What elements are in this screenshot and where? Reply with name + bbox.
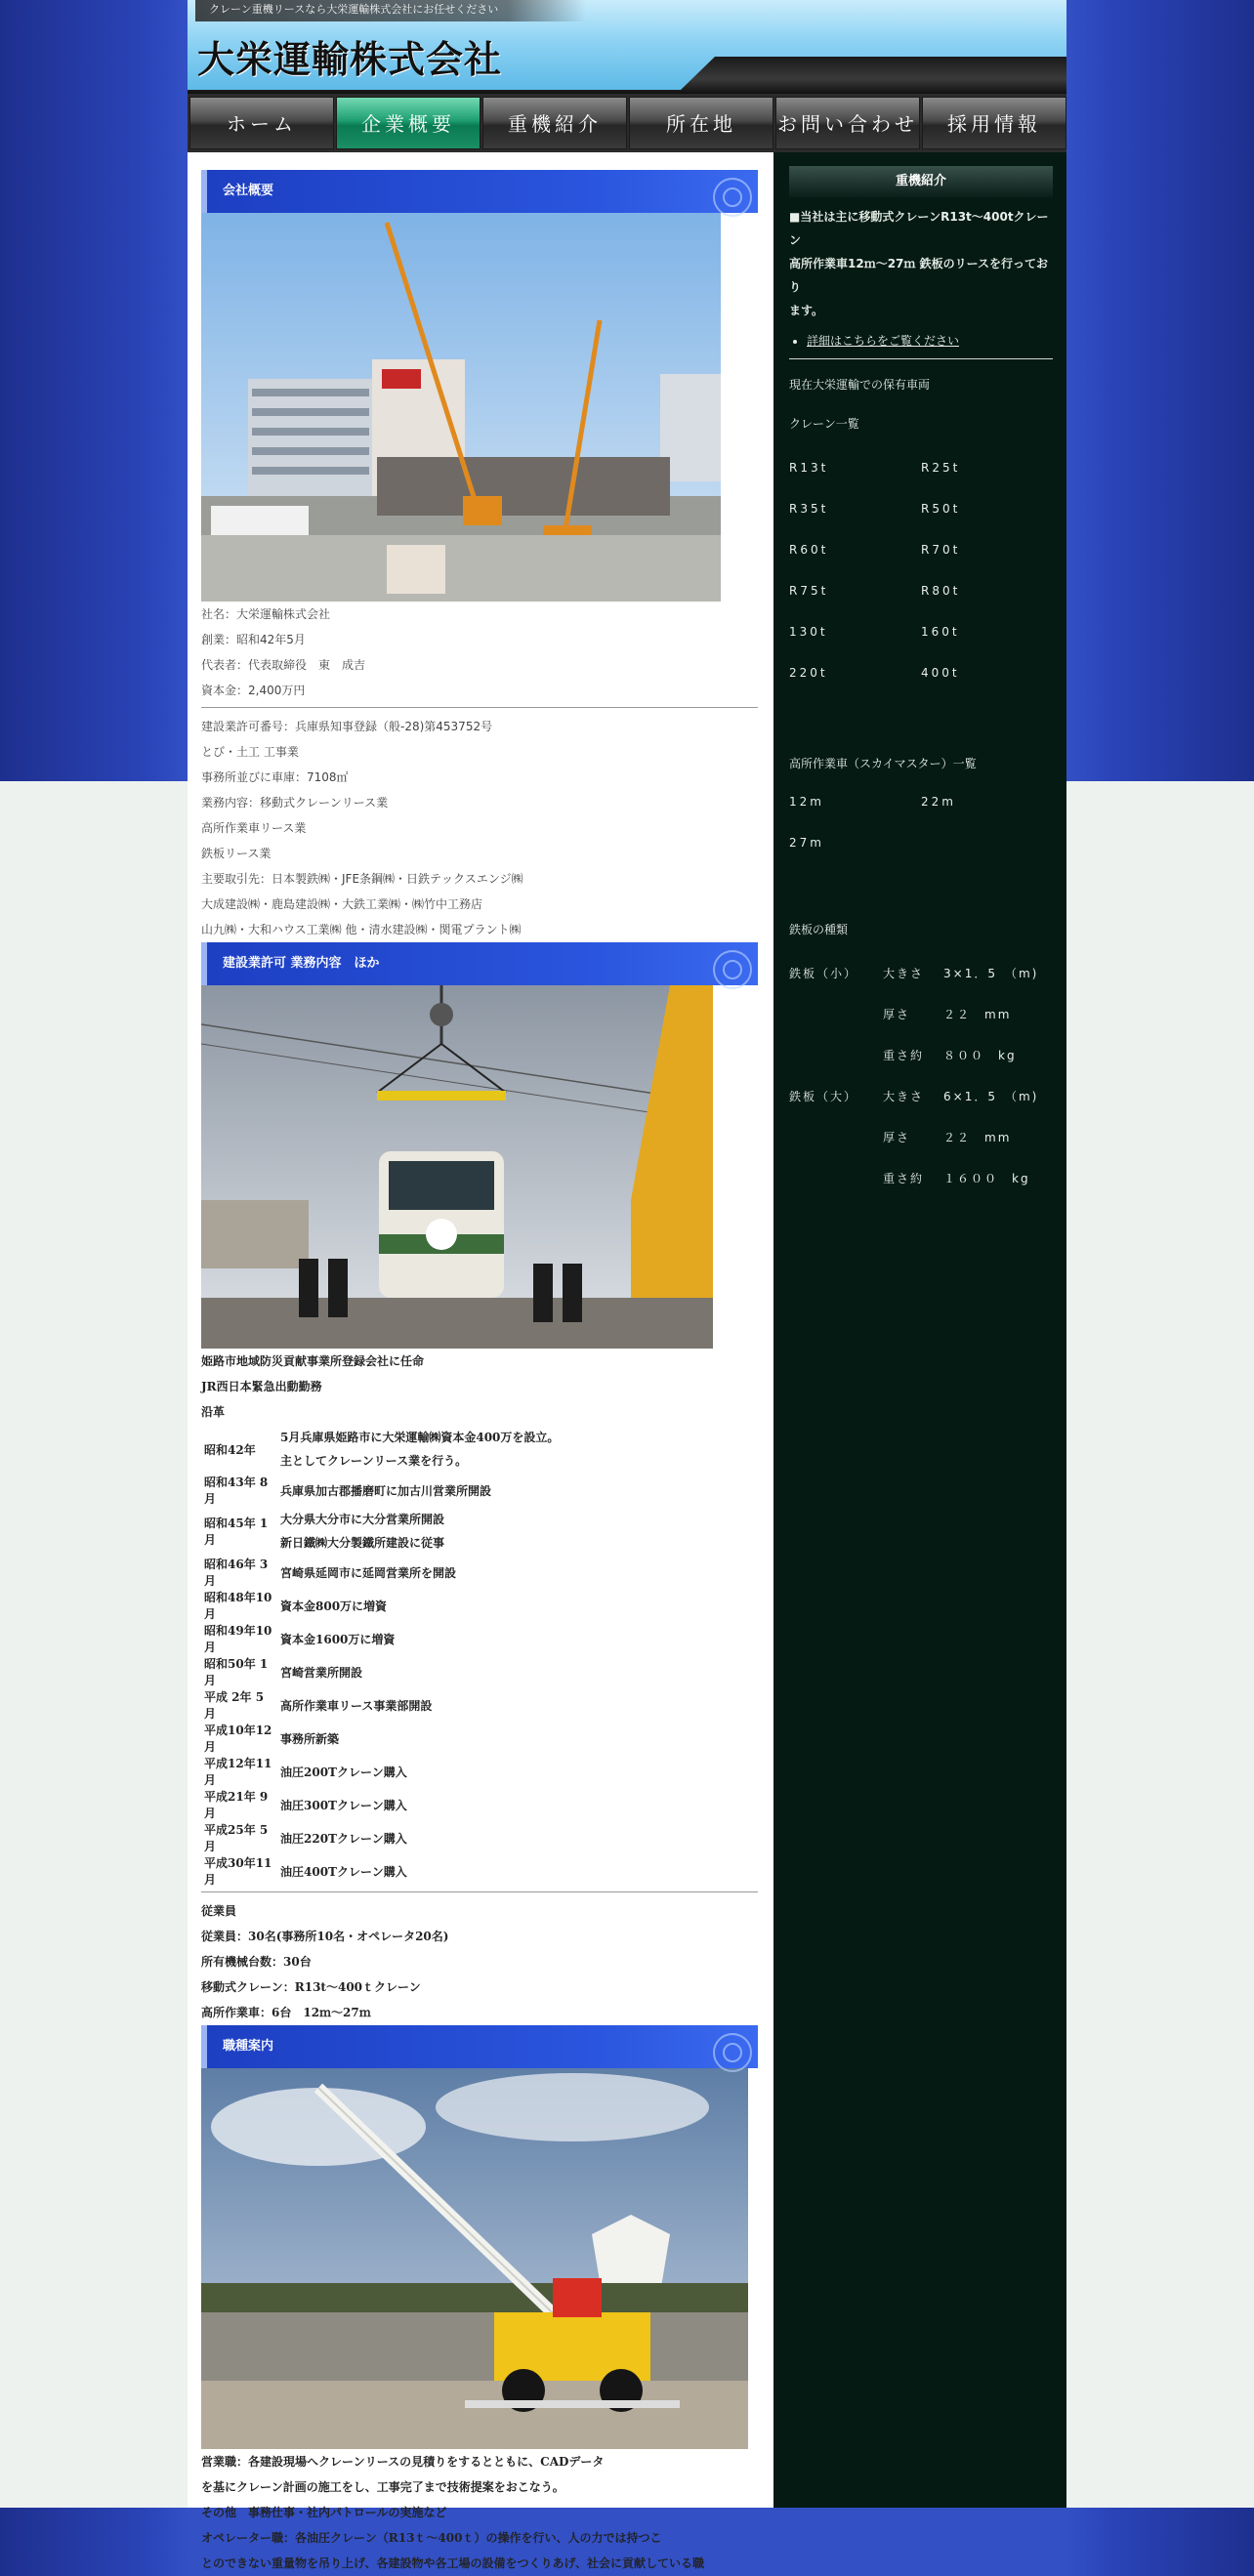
history-year: 昭和48年10月 xyxy=(204,1591,272,1621)
machine-count: 所有機械台数：30台 xyxy=(201,1955,312,1969)
crane-row: R60t R70t xyxy=(789,543,961,557)
history-event: 油圧300Tクレーン購入 xyxy=(280,1798,407,1812)
history-year: 平成10年12月 xyxy=(204,1724,272,1754)
header-tagline: クレーン重機リースなら大栄運輸株式会社にお任せください xyxy=(195,0,586,21)
license-number: 建設業許可番号：兵庫県知事登録（般-28)第453752号 xyxy=(201,720,493,733)
crane-list-title: クレーン一覧 xyxy=(789,417,859,431)
plate-row: 鉄板（大） 大きさ 6×1．5 （m) xyxy=(789,1090,1039,1103)
history-row xyxy=(201,1425,562,1474)
history-row xyxy=(201,1507,562,1556)
section-heading-text: 会社概要 xyxy=(223,184,274,198)
history-row xyxy=(201,1788,562,1821)
aerial-range: 高所作業車：6台 12ｍ～27ｍ xyxy=(201,2006,371,2019)
jobs-operator-1: オペレーター職：各油圧クレーン（R13ｔ～400ｔ）の操作を行い、人の力では持つこ xyxy=(201,2531,662,2545)
divider xyxy=(201,707,758,708)
circle-deco-icon xyxy=(713,950,752,989)
plate-row: 重さ約 １６００ kg xyxy=(883,1172,1030,1185)
section-heading-text: 職種案内 xyxy=(223,2039,274,2054)
plate-row: 重さ約 ８００ kg xyxy=(883,1049,1017,1062)
plate-row: 厚さ ２２ mm xyxy=(883,1131,1012,1144)
company-founded: 創業：昭和42年5月 xyxy=(201,633,306,646)
history-row xyxy=(201,1622,562,1655)
nav-machines[interactable]: 重機紹介 xyxy=(482,97,627,149)
history-row xyxy=(201,1556,562,1589)
section-heading-company xyxy=(201,170,758,213)
circle-deco-icon xyxy=(713,178,752,217)
crane-row: R13t R25t xyxy=(789,461,961,475)
nav-recruit[interactable]: 採用情報 xyxy=(922,97,1066,149)
crane-list xyxy=(789,447,1053,693)
section-heading-text: 建設業許可 業務内容 ほか xyxy=(223,956,380,971)
plate-list-title: 鉄板の種類 xyxy=(789,923,849,936)
jobs-sales-1: 営業職：各建設現場へクレーンリースの見積りをするとともに、CADデータ xyxy=(201,2455,605,2469)
history-event: 5月兵庫県姫路市に大栄運輸㈱資本金400万を設立。 主としてクレーンリース業を行う。 xyxy=(280,1431,560,1468)
history-year: 昭和43年 8月 xyxy=(204,1475,269,1506)
nav-contact[interactable]: お問い合わせ xyxy=(775,97,920,149)
history-event: 事務所新築 xyxy=(280,1731,340,1746)
aerial-row: 27m xyxy=(789,836,824,850)
site-logo[interactable]: 大栄運輸株式会社 xyxy=(197,37,503,81)
history-event: 資本金1600万に増資 xyxy=(280,1632,396,1646)
sidebar xyxy=(773,152,1066,2508)
history-year: 昭和45年 1月 xyxy=(204,1517,269,1547)
business-plates: 鉄板リース業 xyxy=(201,847,272,860)
sidebar-heading: 重機紹介 xyxy=(789,166,1053,197)
history-event: 資本金800万に増資 xyxy=(280,1599,388,1613)
page-wrapper xyxy=(188,0,1066,2570)
history-row xyxy=(201,1722,562,1755)
garage-area: 事務所並びに車庫：7108㎡ xyxy=(201,770,349,784)
staff-count: 従業員：30名(事務所10名・オペレータ20名) xyxy=(201,1930,449,1943)
jobs-other: その他 事務仕事・社内パトロールの実施など xyxy=(201,2506,447,2519)
sidebar-intro: ■当社は主に移動式クレーンR13t～400tクレーン 高所作業車12ｍ～27ｍ 鉄板のリースを行っており ます。 xyxy=(789,210,1049,317)
sidebar-divider xyxy=(789,358,1053,359)
history-event: 兵庫県加古郡播磨町に加古川営業所開設 xyxy=(280,1483,492,1498)
crane-range: 移動式クレーン：R13t～400ｔクレーン xyxy=(201,1980,421,1994)
history-table xyxy=(201,1425,562,1888)
history-event: 油圧400Tクレーン購入 xyxy=(280,1864,407,1879)
site-header xyxy=(188,0,1066,94)
train-lift-photo xyxy=(201,985,758,1349)
crane-castle-photo xyxy=(201,2068,758,2449)
business-aerial: 高所作業車リース業 xyxy=(201,821,307,835)
plate-list xyxy=(789,953,1053,1199)
clients-line-2: 大成建設㈱・鹿島建設㈱・大鉄工業㈱・㈱竹中工務店 xyxy=(201,897,483,911)
history-year: 昭和49年10月 xyxy=(204,1624,272,1654)
crane-row: 130t 160t xyxy=(789,625,960,639)
construction-type: とび・土工 工事業 xyxy=(201,745,299,759)
history-row xyxy=(201,1655,562,1688)
section-heading-license xyxy=(201,942,758,985)
history-event: 宮崎営業所開設 xyxy=(280,1665,363,1680)
clients-line-3: 山九㈱・大和ハウス工業㈱ 他・清水建設㈱・関電プラント㈱ xyxy=(201,923,522,936)
main-content xyxy=(201,170,758,2576)
history-year: 平成30年11月 xyxy=(204,1856,272,1887)
plate-row: 厚さ ２２ mm xyxy=(883,1008,1012,1021)
history-year: 昭和50年 1月 xyxy=(204,1657,269,1687)
company-capital: 資本金：2,400万円 xyxy=(201,684,306,697)
history-row xyxy=(201,1688,562,1722)
history-row xyxy=(201,1854,562,1888)
history-year: 昭和42年 xyxy=(204,1442,256,1457)
history-year: 平成21年 9月 xyxy=(204,1790,269,1820)
aerial-list-title: 高所作業車（スカイマスター）一覧 xyxy=(789,757,977,770)
crane-row: R35t R50t xyxy=(789,502,961,516)
company-name: 社名：大栄運輸株式会社 xyxy=(201,607,331,621)
history-event: 大分県大分市に大分営業所開設 新日鐵㈱大分製鐵所建設に従事 xyxy=(280,1513,445,1550)
plate-row: 鉄板（小） 大きさ 3×1．5 （m) xyxy=(789,967,1039,980)
jobs-operator-2: とのできない重量物を吊り上げ、各建設物や各工場の設備をつくりあげ、社会に貢献している職 xyxy=(201,2556,705,2570)
clients-line-1: 主要取引先：日本製鉄㈱・JFE条鋼㈱・日鉄テックスエンジ㈱ xyxy=(201,872,523,886)
history-title: 沿革 xyxy=(201,1405,226,1419)
construction-site-photo xyxy=(201,213,758,602)
history-year: 平成 2年 5月 xyxy=(204,1690,265,1721)
history-row xyxy=(201,1589,562,1622)
staff-title: 従業員 xyxy=(201,1904,237,1918)
aerial-row: 12m 22m xyxy=(789,795,956,809)
main-nav xyxy=(188,94,1066,152)
nav-location[interactable]: 所在地 xyxy=(629,97,773,149)
history-row xyxy=(201,1474,562,1507)
company-representative: 代表者：代表取締役 東 成吉 xyxy=(201,658,366,672)
history-row xyxy=(201,1821,562,1854)
history-row xyxy=(201,1755,562,1788)
history-year: 平成25年 5月 xyxy=(204,1823,269,1853)
jobs-sales-2: を基にクレーン計画の施工をし、工事完了まで技術提案をおこなう。 xyxy=(201,2480,564,2494)
crane-row: R75t R80t xyxy=(789,584,961,598)
history-year: 昭和46年 3月 xyxy=(204,1558,269,1588)
history-event: 油圧220Tクレーン購入 xyxy=(280,1831,407,1846)
aerial-list xyxy=(789,781,1053,863)
history-year: 平成12年11月 xyxy=(204,1757,272,1787)
history-event: 宮崎県延岡市に延岡営業所を開設 xyxy=(280,1565,457,1580)
divider xyxy=(201,1891,758,1892)
owned-vehicles-label: 現在大栄運輸での保有車両 xyxy=(789,378,931,392)
jr-emergency: JR西日本緊急出動勤務 xyxy=(201,1380,322,1393)
crane-row: 220t 400t xyxy=(789,666,960,680)
nav-home[interactable]: ホーム xyxy=(189,97,334,149)
nav-company[interactable]: 企業概要 xyxy=(336,97,481,149)
business-content: 業務内容：移動式クレーンリース業 xyxy=(201,796,389,810)
history-event: 高所作業車リース事業部開設 xyxy=(280,1698,433,1713)
disaster-registration: 姫路市地域防災貢献事業所登録会社に任命 xyxy=(201,1354,425,1368)
history-event: 油圧200Tクレーン購入 xyxy=(280,1765,407,1779)
detail-link[interactable]: 詳細はこちらをご覧ください xyxy=(807,334,960,348)
section-heading-jobs xyxy=(201,2025,758,2068)
circle-deco-icon xyxy=(713,2033,752,2072)
